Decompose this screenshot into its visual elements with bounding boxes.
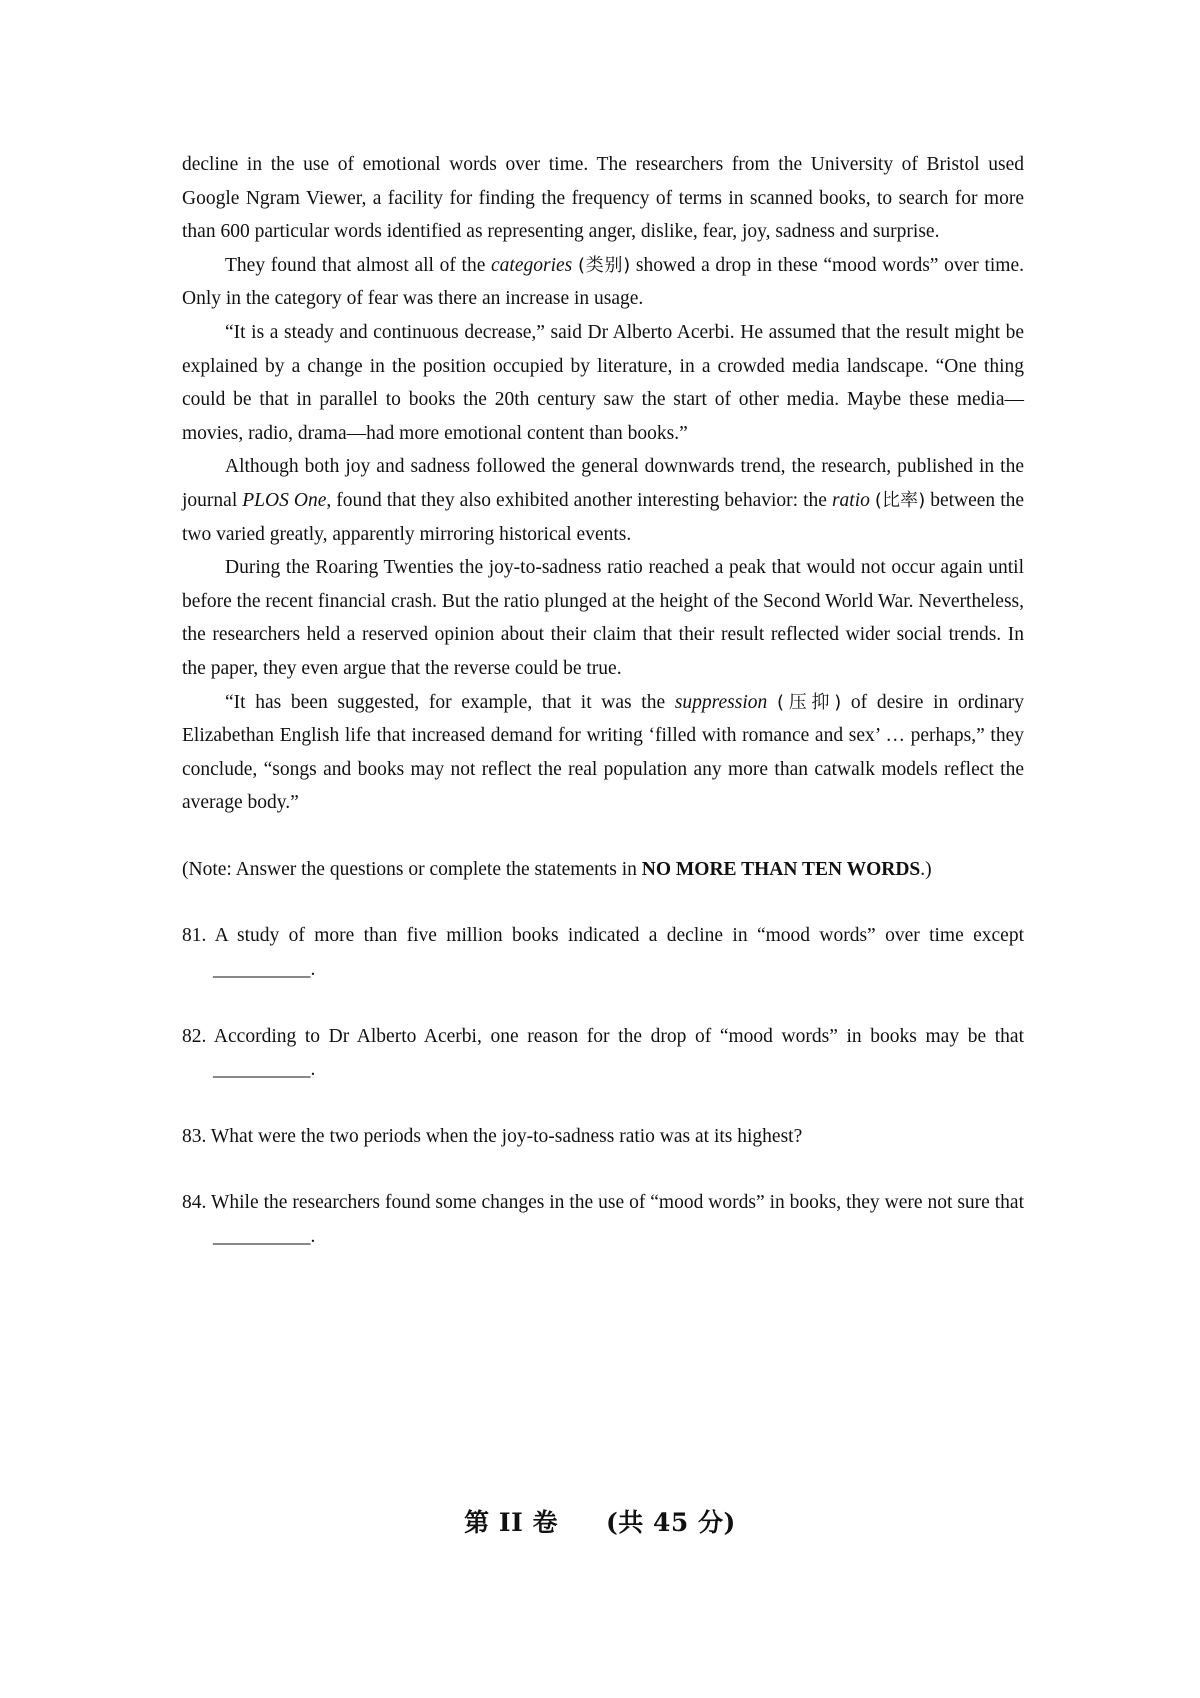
paragraph-4-text-end: between the two varied greatly, apparently mirroring historical events. [182,489,1025,545]
section-title-part: 第 II 卷 [464,1508,558,1537]
answer-note-text-start: (Note: Answer the questions or complete the statements in [182,858,642,880]
paragraph-6-text-start: “It has been suggested, for example, that it was the [225,691,675,713]
gloss-ratio: (比率) [874,489,926,511]
answer-note-word-limit: NO MORE THAN TEN WORDS [641,858,921,880]
section-title [0,1506,1200,1540]
paragraph-4-text-start: Although both joy and sadness followed the general downwards trend, the research, published in the journal [182,456,1024,511]
paragraph-2 [182,249,1024,316]
paragraph-2-text-start: They found that almost all of the [225,254,492,276]
question-82: 82. According to Dr Alberto Acerbi, one reason for the drop of “mood words” in books may be that __________. [182,1025,1024,1081]
glossed-term-suppression: suppression [674,691,768,713]
section-title-score: (共 45 分) [605,1508,736,1537]
answer-note [182,853,1024,887]
answer-note-text-end: .) [920,858,932,880]
question-81: 81. A study of more than five million books indicated a decline in “mood words” over time except __________. [182,925,1024,981]
paragraph-2-text-end: showed a drop in these “mood words” over time. Only in the category of fear was there an increase in usage. [182,254,1024,310]
paragraph-6 [182,686,1024,820]
question-84: 84. While the researchers found some changes in the use of “mood words” in books, they were not sure that __________. [182,1192,1024,1248]
passage-body [182,148,1024,1273]
question-83: 83. What were the two periods when the joy-to-sadness ratio was at its highest? [182,1125,803,1147]
paragraph-6-text-end: of desire in ordinary Elizabethan English life that increased demand for writing ‘filled with romance and sex’ … perhaps,” they conclude, “songs and books may not reflect the real population any more than catwalk models reflect the average body.” [182,691,1024,814]
paragraph-1: decline in the use of emotional words over time. The researchers from the University of Bristol used Google Ngram Viewer, a facility for finding the frequency of terms in scanned books, to search for more than 600 particular words identified as representing anger, dislike, fear, joy, sadness and surprise. [182,154,1024,243]
paragraph-4 [182,450,1024,551]
journal-name: PLOS One [242,489,327,511]
glossed-term-ratio: ratio [831,489,870,511]
paragraph-4-text-middle: , found that they also exhibited another interesting behavior: the [326,489,832,511]
paragraph-3: “It is a steady and continuous decrease,” said Dr Alberto Acerbi. He assumed that the result might be explained by a change in the position occupied by literature, in a crowded media landscape. “One thing could be that in parallel to books the 20th century saw the start of other media. Maybe these media—movies, radio, drama—had more emotional content than books.” [182,321,1024,444]
gloss-categories: (类别) [577,254,631,276]
paragraph-5: During the Roaring Twenties the joy-to-sadness ratio reached a peak that would not occur again until before the recent financial crash. But the ratio plunged at the height of the Second World War. Nevertheless, the researchers held a reserved opinion about their claim that their result reflected wider social trends. In the paper, they even argue that the reverse could be true. [182,557,1024,679]
gloss-suppression: (压抑) [776,691,842,713]
glossed-term-categories: categories [491,254,573,276]
